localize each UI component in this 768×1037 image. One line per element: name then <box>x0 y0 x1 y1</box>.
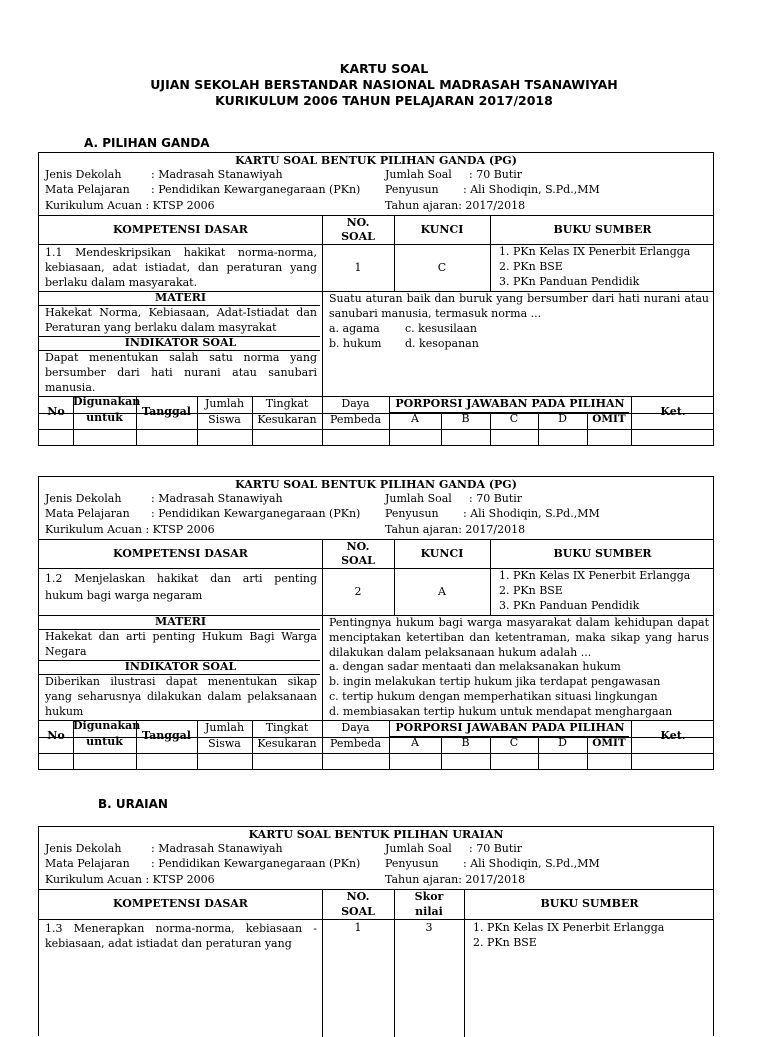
col-untuk: untuk <box>86 735 123 748</box>
materi-header: MATERI <box>155 291 206 304</box>
indikator-text: Dapat menentukan salah satu norma yang bersumber dari hati nurani atau sanubari manusia. <box>45 351 317 394</box>
question-number: 1 <box>354 261 362 274</box>
info-label: Jenis Dekolah <box>45 168 122 181</box>
no-header: NO. <box>346 216 370 229</box>
soal-header: SOAL <box>341 905 375 918</box>
col-tingkat: Tingkat <box>265 721 309 734</box>
question-number: 2 <box>354 585 362 598</box>
info-value: : Ali Shodiqin, S.Pd.,MM <box>463 183 600 196</box>
doc-title: KARTU SOAL <box>339 61 429 76</box>
info-value: : Ali Shodiqin, S.Pd.,MM <box>463 507 600 520</box>
info-label: Penyusun <box>385 183 439 196</box>
col-b: B <box>461 412 470 425</box>
option-a: a. agama <box>329 322 380 335</box>
info-value: : Madrasah Stanawiyah <box>151 168 283 181</box>
kompetensi-header: KOMPETENSI DASAR <box>113 547 248 560</box>
indikator-text: Diberikan ilustrasi dapat menentukan sikap yang seharusnya dilakukan dalam pelaksanaan hukum <box>45 675 317 718</box>
soal-header: SOAL <box>341 554 375 567</box>
kompetensi-dasar: 1.3 Menerapkan norma-norma, kebiasaan -kebiasaan, adat istiadat dan peraturan yang <box>45 922 317 950</box>
buku-header: BUKU SUMBER <box>553 547 652 560</box>
book-source: 3. PKn Panduan Pendidik <box>499 599 640 612</box>
info-label: Tahun ajaran: 2017/2018 <box>385 199 526 212</box>
indikator-header: INDIKATOR SOAL <box>124 660 237 673</box>
info-value: : Ali Shodiqin, S.Pd.,MM <box>463 857 600 870</box>
col-ket: Ket. <box>660 405 686 418</box>
col-no: No <box>47 405 65 418</box>
answer-key: C <box>437 261 447 274</box>
kompetensi-dasar: 1.2 Menjelaskan hakikat dan arti penting hukum bagi warga negaram <box>45 572 317 602</box>
info-value: : Madrasah Stanawiyah <box>151 842 283 855</box>
skor-header: Skor <box>414 890 444 903</box>
book-source: 1. PKn Kelas IX Penerbit Erlangga <box>499 569 691 582</box>
info-value: : Madrasah Stanawiyah <box>151 492 283 505</box>
indikator-header: INDIKATOR SOAL <box>124 336 237 349</box>
col-daya: Daya <box>341 721 370 734</box>
col-tanggal: Tanggal <box>142 729 191 742</box>
no-header: NO. <box>346 540 370 553</box>
col-digunakan: Digunakan <box>73 719 141 732</box>
info-label: Jenis Dekolah <box>45 492 122 505</box>
buku-header: BUKU SUMBER <box>540 897 639 910</box>
option-b: b. hukum <box>329 337 382 350</box>
col-porporsi: PORPORSI JAWABAN PADA PILIHAN <box>395 397 625 410</box>
col-jumlah: Jumlah <box>204 397 245 410</box>
col-c: C <box>509 736 519 749</box>
info-label: Penyusun <box>385 857 439 870</box>
kompetensi-dasar: 1.1 Mendeskripsikan hakikat norma-norma, kebiasaan, adat istiadat, dan peraturan yang berlaku dalam masyarakat. <box>45 246 317 289</box>
option-c: c. kesusilaan <box>405 322 477 335</box>
option-c: c. tertip hukum dengan memperhatikan situasi lingkungan <box>329 690 658 703</box>
materi-header: MATERI <box>155 615 206 628</box>
answer-key: A <box>438 585 446 598</box>
book-source: 2. PKn BSE <box>473 936 537 949</box>
materi-text: Hakekat Norma, Kebiasaan, Adat-Istiadat dan Peraturan yang berlaku dalam masyrakat <box>45 306 317 334</box>
option-d: d. membiasakan tertip hukum untuk mendapat menghargaan <box>329 705 673 718</box>
col-digunakan: Digunakan <box>73 395 141 408</box>
info-label: Kurikulum Acuan : KTSP 2006 <box>45 873 215 886</box>
question-card-1 <box>38 152 714 446</box>
col-no: No <box>47 729 65 742</box>
col-tingkat: Tingkat <box>265 397 309 410</box>
info-value: : Pendidikan Kewarganegaraan (PKn) <box>151 183 361 196</box>
col-b: B <box>461 736 470 749</box>
info-label: Tahun ajaran: 2017/2018 <box>385 523 526 536</box>
info-label: Mata Pelajaran <box>45 857 130 870</box>
col-siswa: Siswa <box>208 737 241 750</box>
option-d: d. kesopanan <box>405 337 479 350</box>
info-value: : 70 Butir <box>469 842 523 855</box>
soal-header: SOAL <box>341 230 375 243</box>
info-label: Jumlah Soal <box>385 492 452 505</box>
info-value: : Pendidikan Kewarganegaraan (PKn) <box>151 857 361 870</box>
col-a: A <box>411 736 419 749</box>
section-a-title: A. PILIHAN GANDA <box>84 136 210 150</box>
info-label: Kurikulum Acuan : KTSP 2006 <box>45 199 215 212</box>
col-pembeda: Pembeda <box>330 413 381 426</box>
col-kesukaran: Kesukaran <box>257 413 317 426</box>
col-d: D <box>558 736 567 749</box>
info-label: Mata Pelajaran <box>45 507 130 520</box>
card-title: KARTU SOAL BENTUK PILIHAN URAIAN <box>248 828 504 841</box>
doc-subtitle-2: KURIKULUM 2006 TAHUN PELAJARAN 2017/2018 <box>215 93 553 108</box>
col-omit: OMIT <box>592 413 626 425</box>
kunci-header: KUNCI <box>420 547 464 560</box>
option-a: a. dengan sadar mentaati dan melaksanakan hukum <box>329 660 621 673</box>
no-header: NO. <box>346 890 370 903</box>
doc-subtitle: UJIAN SEKOLAH BERSTANDAR NASIONAL MADRASAH TSANAWIYAH <box>150 77 618 92</box>
info-value: : 70 Butir <box>469 168 523 181</box>
col-daya: Daya <box>341 397 370 410</box>
question-number: 1 <box>354 921 362 934</box>
info-label: Jumlah Soal <box>385 168 452 181</box>
col-tanggal: Tanggal <box>142 405 191 418</box>
info-label: Jumlah Soal <box>385 842 452 855</box>
buku-header: BUKU SUMBER <box>553 223 652 236</box>
question-card-2 <box>38 476 714 770</box>
question-card-3 <box>38 826 714 1036</box>
book-source: 1. PKn Kelas IX Penerbit Erlangga <box>499 245 691 258</box>
option-b: b. ingin melakukan tertip hukum jika terdapat pengawasan <box>329 675 661 688</box>
info-label: Jenis Dekolah <box>45 842 122 855</box>
book-source: 3. PKn Panduan Pendidik <box>499 275 640 288</box>
info-label: Mata Pelajaran <box>45 183 130 196</box>
col-porporsi: PORPORSI JAWABAN PADA PILIHAN <box>395 721 625 734</box>
col-jumlah: Jumlah <box>204 721 245 734</box>
question-text: Suatu aturan baik dan buruk yang bersumber dari hati nurani atau sanubari manusia, termasuk norma ... <box>329 292 709 320</box>
question-text: Pentingnya hukum bagi warga masyarakat dalam kehidupan dapat menciptakan ketertiban dan ketentraman, maka sikap yang harus dilakukan dalam pelaksanaan hukum adalah ... <box>329 616 709 659</box>
card-title: KARTU SOAL BENTUK PILIHAN GANDA (PG) <box>235 154 517 167</box>
info-label: Kurikulum Acuan : KTSP 2006 <box>45 523 215 536</box>
col-ket: Ket. <box>660 729 686 742</box>
section-b-title: B. URAIAN <box>98 797 168 811</box>
col-untuk: untuk <box>86 411 123 424</box>
info-value: : Pendidikan Kewarganegaraan (PKn) <box>151 507 361 520</box>
info-value: : 70 Butir <box>469 492 523 505</box>
book-source: 2. PKn BSE <box>499 584 563 597</box>
book-source: 1. PKn Kelas IX Penerbit Erlangga <box>473 921 665 934</box>
kunci-header: KUNCI <box>420 223 464 236</box>
info-label: Penyusun <box>385 507 439 520</box>
col-siswa: Siswa <box>208 413 241 426</box>
col-omit: OMIT <box>592 737 626 749</box>
nilai-header: nilai <box>415 905 443 918</box>
score: 3 <box>425 921 433 934</box>
col-pembeda: Pembeda <box>330 737 381 750</box>
materi-text: Hakekat dan arti penting Hukum Bagi Warga Negara <box>45 630 317 658</box>
col-d: D <box>558 412 567 425</box>
col-a: A <box>411 412 419 425</box>
info-label: Tahun ajaran: 2017/2018 <box>385 873 526 886</box>
kompetensi-header: KOMPETENSI DASAR <box>113 223 248 236</box>
kompetensi-header: KOMPETENSI DASAR <box>113 897 248 910</box>
col-c: C <box>509 412 519 425</box>
book-source: 2. PKn BSE <box>499 260 563 273</box>
col-kesukaran: Kesukaran <box>257 737 317 750</box>
card-title: KARTU SOAL BENTUK PILIHAN GANDA (PG) <box>235 478 517 491</box>
